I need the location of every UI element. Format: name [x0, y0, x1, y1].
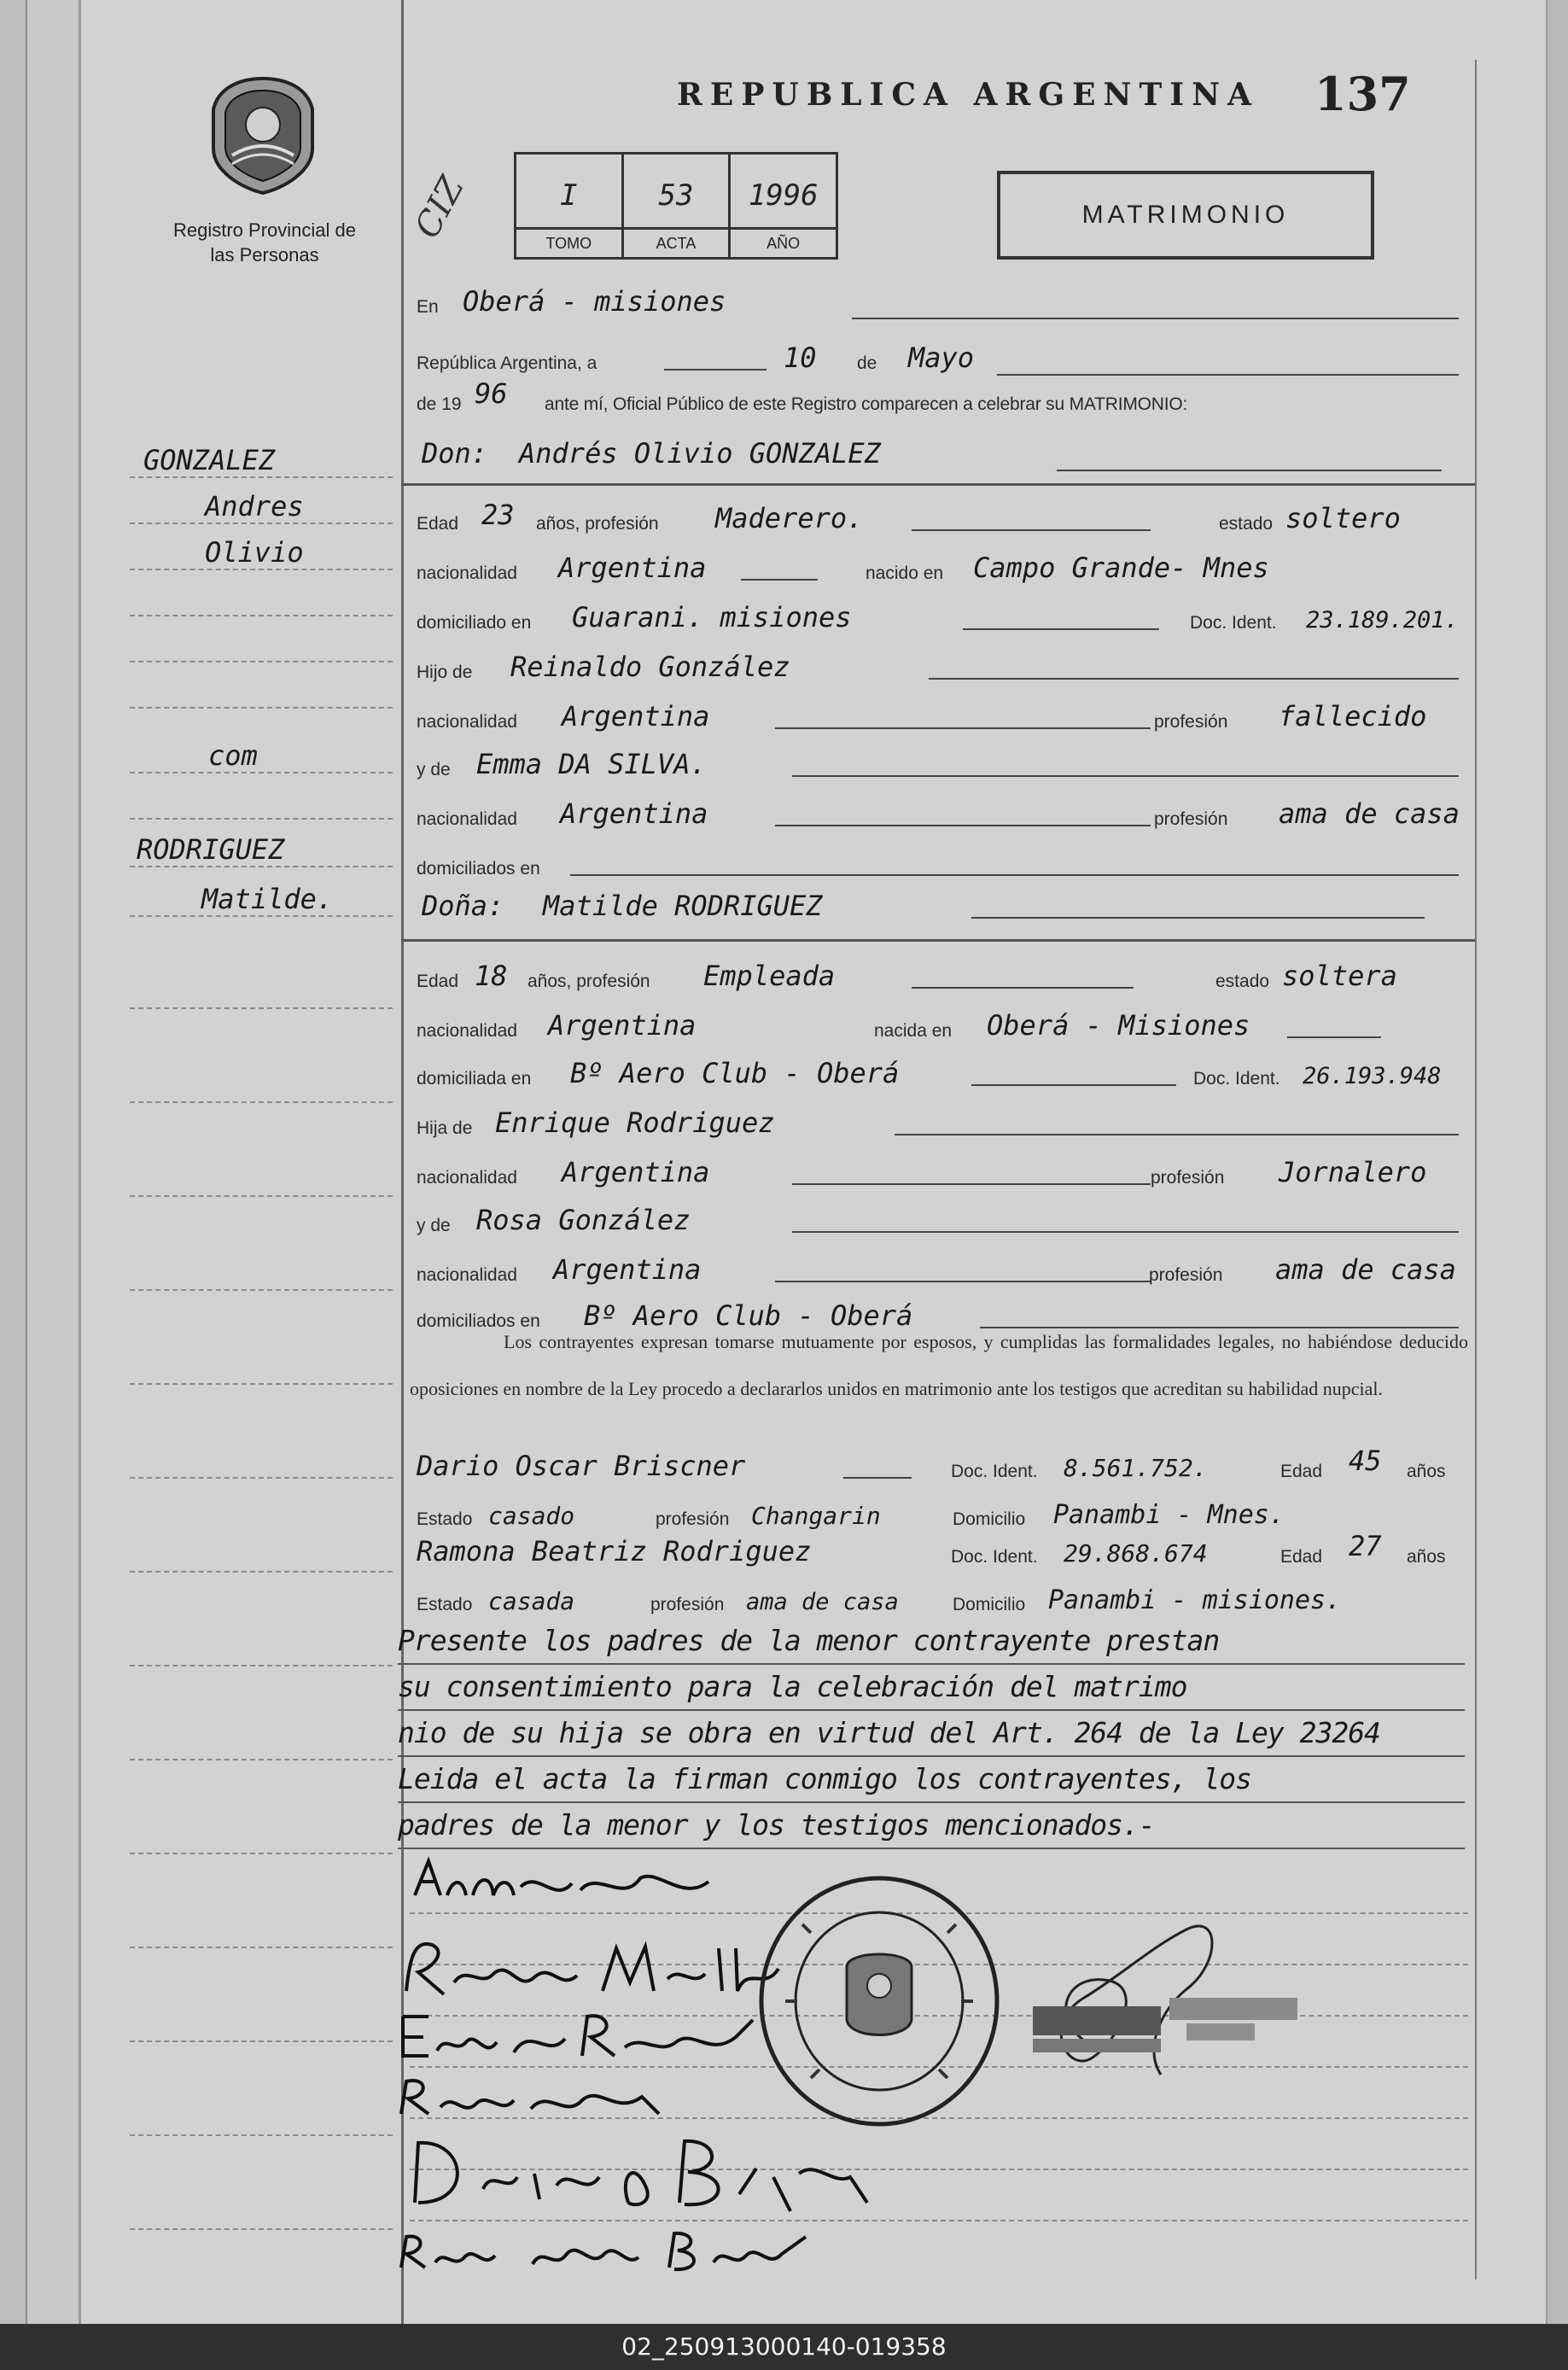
country-heading: REPUBLICA ARGENTINA	[677, 77, 1259, 113]
groom-mother-nat-rule	[775, 825, 1151, 826]
groom-prof-rule	[912, 529, 1151, 531]
bride-separator	[401, 939, 1475, 942]
bride-mother-nat-rule	[775, 1281, 1151, 1282]
witness2-details-row	[417, 1585, 1459, 1619]
provincial-shield-icon	[207, 75, 319, 195]
margin-rule	[130, 707, 393, 710]
groom-profession: Maderero.	[715, 502, 864, 534]
groom-mother-nat: Argentina	[560, 797, 708, 830]
observation-line: padres de la menor y los testigos mencionados.-	[398, 1803, 1465, 1849]
bride-father-rule	[895, 1134, 1459, 1135]
groom-father: Reinaldo González	[510, 651, 790, 683]
witness2-row	[417, 1530, 1459, 1571]
bride-birthplace: Oberá - Misiones	[987, 1009, 1250, 1042]
observation-line: Leida el acta la firman conmigo los contrayentes, los	[398, 1757, 1465, 1803]
groom-nat-rule	[741, 579, 818, 581]
bride-title: Doña:	[422, 890, 504, 922]
margin-rule	[130, 569, 393, 572]
bride-father-label: Hija de	[417, 1118, 473, 1138]
groom-civil: soltero	[1285, 502, 1401, 534]
place-prefix: En	[417, 297, 439, 317]
bride-name-rule	[971, 917, 1425, 919]
groom-dom-row	[417, 603, 1459, 637]
bride-father-signature	[394, 1999, 770, 2072]
margin-groom-given1: Andres	[205, 490, 304, 522]
witness1-details-row	[417, 1499, 1459, 1533]
groom-nationality: Argentina	[558, 552, 707, 584]
bride-profession: Empleada	[703, 960, 836, 992]
acta-label: ACTA	[624, 227, 729, 257]
bride-father-nat: Argentina	[562, 1156, 710, 1188]
groom-parents-dom-row	[417, 849, 1459, 883]
bride-doc-label: Doc. Ident.	[1193, 1069, 1280, 1089]
groom-father-prof-label: profesión	[1154, 712, 1228, 732]
tomo-value: I	[560, 178, 578, 213]
bride-born-rule	[1287, 1036, 1381, 1038]
bride-prof-label: años, profesión	[528, 972, 650, 991]
groom-father-nat: Argentina	[562, 700, 710, 733]
place-city: Oberá - misiones	[463, 285, 726, 318]
margin-rule	[130, 661, 393, 664]
witness1-doc: 8.561.752.	[1064, 1454, 1208, 1482]
margin-rule	[130, 476, 393, 480]
witness1-profession: Changarin	[751, 1502, 881, 1530]
observation-line: Presente los padres de la menor contrayente prestan	[398, 1619, 1465, 1665]
groom-doc-label: Doc. Ident.	[1190, 613, 1277, 633]
groom-mother: Emma DA SILVA.	[476, 748, 707, 780]
groom-age-label: Edad	[417, 514, 459, 534]
observation-line: su consentimiento para la celebración del matrimo	[398, 1665, 1465, 1711]
bride-age-label: Edad	[417, 972, 459, 991]
place-rule	[852, 318, 1459, 319]
acta-value: 53	[658, 178, 694, 213]
year-row	[417, 377, 1459, 418]
witness1-name: Dario Oscar Briscner	[417, 1450, 746, 1482]
witness2-civil: casada	[488, 1587, 575, 1615]
margin-rule	[130, 1195, 393, 1199]
witness2-age: 27	[1349, 1530, 1382, 1562]
witness1-age-suffix: años	[1407, 1462, 1446, 1481]
groom-mother-prof: ama de casa	[1279, 797, 1460, 830]
groom-mother-row	[417, 750, 1459, 784]
date-month: Mayo	[908, 341, 975, 374]
margin-groom-surname: GONZALEZ	[143, 444, 276, 476]
footer-file-code: 02_250913000140-019358	[0, 2324, 1568, 2370]
page-number: 137	[1314, 67, 1411, 121]
witness2-civil-label: Estado	[417, 1595, 473, 1614]
groom-father-nat-label: nacionalidad	[417, 712, 517, 732]
margin-rule	[130, 1383, 393, 1386]
groom-name-rule	[1057, 470, 1442, 471]
groom-nat-row	[417, 553, 1459, 587]
witness2-dom-label: Domicilio	[953, 1595, 1026, 1614]
date-label: República Argentina, a	[417, 353, 597, 373]
witness1-dom-label: Domicilio	[953, 1509, 1026, 1529]
bride-mother-nat-row	[417, 1255, 1459, 1289]
bride-mother-row	[417, 1205, 1459, 1240]
margin-bride-surname: RODRIGUEZ	[137, 833, 285, 866]
page-right-edge	[1546, 0, 1568, 2324]
groom-dom-label: domiciliado en	[417, 613, 532, 633]
observation-line: nio de su hija se obra en virtud del Art. 264 de la Ley 23264	[398, 1711, 1465, 1757]
bride-age-row	[417, 961, 1459, 995]
bride-mother-signature	[394, 2066, 685, 2130]
witness2-signature	[396, 2220, 840, 2284]
bride-nat-row	[417, 1011, 1459, 1045]
groom-separator	[401, 483, 1475, 486]
declaration-text: Los contrayentes expresan tomarse mutuamente por esposos, y cumplidas las formalidades legales, no habiéndose deducido oposiciones en nombre de la Ley procedo a declararlos unidos en matrimonio ante los testigos que acreditan su habilidad nupcial.	[410, 1331, 1468, 1399]
tomo-cell	[516, 155, 624, 257]
record-type-box: MATRIMONIO	[997, 171, 1374, 260]
witness1-civil: casado	[488, 1502, 575, 1530]
bride-mother-prof-label: profesión	[1149, 1265, 1223, 1285]
tomo-label: TOMO	[516, 227, 621, 257]
bride-dom-label: domiciliada en	[417, 1069, 532, 1089]
witness1-age-label: Edad	[1280, 1462, 1323, 1481]
margin-rule	[130, 1665, 393, 1668]
witness1-age: 45	[1349, 1445, 1382, 1477]
margin-rule	[130, 1571, 393, 1574]
groom-father-row	[417, 652, 1459, 686]
witness1-doc-label: Doc. Ident.	[951, 1462, 1038, 1481]
groom-mother-label: y de	[417, 760, 451, 779]
witness2-age-label: Edad	[1280, 1547, 1323, 1567]
witness2-name: Ramona Beatriz Rodriguez	[417, 1535, 812, 1567]
margin-rule	[130, 522, 393, 526]
bride-parents-dom-label: domiciliados en	[417, 1311, 540, 1331]
witness1-row	[417, 1445, 1459, 1486]
bride-civil: soltera	[1282, 960, 1397, 992]
groom-prof-label: años, profesión	[536, 514, 659, 534]
groom-parents-dom-label: domiciliados en	[417, 859, 540, 879]
margin-rule	[130, 1007, 393, 1011]
groom-civil-label: estado	[1219, 514, 1274, 534]
bride-nat-label: nacionalidad	[417, 1021, 517, 1041]
margin-rule	[130, 818, 393, 821]
groom-age-row	[417, 499, 1459, 538]
bride-father-nat-row	[417, 1158, 1459, 1192]
groom-born-label: nacido en	[866, 563, 944, 583]
groom-address: Guarani. misiones	[572, 601, 852, 633]
bride-parents-address: Bº Aero Club - Oberá	[584, 1299, 913, 1332]
bride-mother-label: y de	[417, 1216, 451, 1235]
groom-signature	[410, 1853, 734, 1917]
bride-dom-row	[417, 1059, 1459, 1093]
groom-name-row	[417, 439, 1459, 473]
groom-age: 23	[481, 499, 515, 531]
margin-rule	[130, 915, 393, 919]
margin-rule	[130, 1101, 393, 1105]
bride-nationality: Argentina	[548, 1009, 697, 1042]
bride-name: Matilde RODRIGUEZ	[543, 890, 823, 922]
margin-groom-given2: Olivio	[205, 536, 304, 569]
bride-born-label: nacida en	[874, 1021, 953, 1041]
witness1-civil-label: Estado	[417, 1509, 473, 1529]
groom-father-label: Hijo de	[417, 663, 473, 682]
bride-father-nat-rule	[792, 1183, 1151, 1185]
bride-mother-nat: Argentina	[553, 1253, 702, 1286]
acta-cell	[624, 155, 732, 257]
groom-father-prof: fallecido	[1279, 700, 1427, 733]
margin-rule	[130, 1759, 393, 1762]
bride-mother-rule	[792, 1231, 1459, 1233]
bride-father-prof: Jornalero	[1279, 1156, 1427, 1188]
bride-prof-rule	[912, 987, 1134, 989]
margin-rule	[130, 2040, 393, 2044]
bride-father-prof-label: profesión	[1151, 1168, 1225, 1188]
witness2-profession: ama de casa	[746, 1589, 899, 1615]
anio-cell	[731, 155, 836, 257]
date-de: de	[857, 353, 877, 373]
anio-label: AÑO	[731, 227, 836, 257]
groom-birthplace: Campo Grande- Mnes	[973, 552, 1269, 584]
witness2-prof-label: profesión	[650, 1595, 725, 1614]
witness2-age-suffix: años	[1407, 1547, 1446, 1567]
bride-dom-rule	[971, 1084, 1176, 1086]
margin-rule	[130, 2228, 393, 2232]
place-row	[417, 287, 1459, 321]
groom-mother-prof-label: profesión	[1154, 809, 1228, 829]
officer-signature-stamp	[1016, 1895, 1357, 2104]
groom-father-rule	[929, 678, 1459, 680]
groom-nat-label: nacionalidad	[417, 563, 517, 583]
bride-name-row	[417, 891, 1459, 925]
date-day: 10	[784, 341, 817, 374]
appear-text: ante mí, Oficial Público de este Registro comparecen a celebrar su MATRIMONIO:	[545, 394, 1188, 414]
bride-mother: Rosa González	[476, 1204, 691, 1236]
margin-rule	[130, 2134, 393, 2138]
bride-father: Enrique Rodriguez	[495, 1106, 775, 1139]
bride-age: 18	[475, 960, 508, 992]
book-binding	[0, 0, 27, 2324]
date-rule-2	[997, 374, 1459, 376]
content-right-border	[1475, 60, 1477, 2280]
groom-name: Andrés Olivio GONZALEZ	[519, 437, 881, 470]
groom-parents-dom-rule	[570, 874, 1459, 876]
date-row	[417, 343, 1459, 377]
registry-label: Registro Provincial de las Personas	[173, 219, 356, 266]
year-suffix: 96	[475, 377, 508, 410]
margin-rule	[130, 1853, 393, 1856]
groom-father-nat-row	[417, 702, 1459, 736]
margin-rule	[130, 1289, 393, 1293]
margin-con: com	[208, 739, 258, 772]
witness1-address: Panambi - Mnes.	[1053, 1500, 1285, 1530]
witness1-prof-label: profesión	[656, 1509, 730, 1529]
witness2-doc: 29.868.674	[1064, 1539, 1208, 1567]
margin-rule	[130, 1477, 393, 1480]
record-number-box	[514, 152, 838, 260]
bride-father-nat-label: nacionalidad	[417, 1168, 517, 1188]
groom-title: Don:	[422, 437, 488, 470]
groom-mother-rule	[792, 775, 1459, 777]
date-rule-1	[664, 369, 767, 371]
registry-seal-stamp	[751, 1873, 1007, 2134]
witness1-name-rule	[843, 1477, 912, 1479]
witness2-address: Panambi - misiones.	[1048, 1585, 1342, 1615]
witness1-signature	[398, 2126, 876, 2224]
bride-father-row	[417, 1108, 1459, 1142]
margin-rule	[130, 772, 393, 775]
margin-rule	[130, 866, 393, 869]
groom-dom-rule	[963, 628, 1159, 630]
anio-value: 1996	[748, 178, 819, 213]
margin-rule	[130, 615, 393, 618]
margin-bride-given: Matilde.	[201, 883, 334, 915]
handwritten-code: CIZ	[407, 170, 472, 245]
groom-mother-nat-row	[417, 799, 1459, 833]
year-prefix: de 19	[417, 394, 462, 414]
bride-doc: 26.193.948	[1303, 1063, 1442, 1089]
bride-mother-nat-label: nacionalidad	[417, 1265, 517, 1285]
bride-address: Bº Aero Club - Oberá	[570, 1057, 900, 1089]
bride-mother-prof: ama de casa	[1275, 1253, 1456, 1286]
groom-mother-nat-label: nacionalidad	[417, 809, 517, 829]
groom-father-nat-rule	[775, 727, 1151, 729]
witness2-doc-label: Doc. Ident.	[951, 1547, 1038, 1567]
groom-doc: 23.189.201.	[1306, 607, 1459, 633]
bride-civil-label: estado	[1215, 972, 1270, 991]
observations-block	[398, 1619, 1465, 1849]
margin-rule	[130, 1947, 393, 1950]
